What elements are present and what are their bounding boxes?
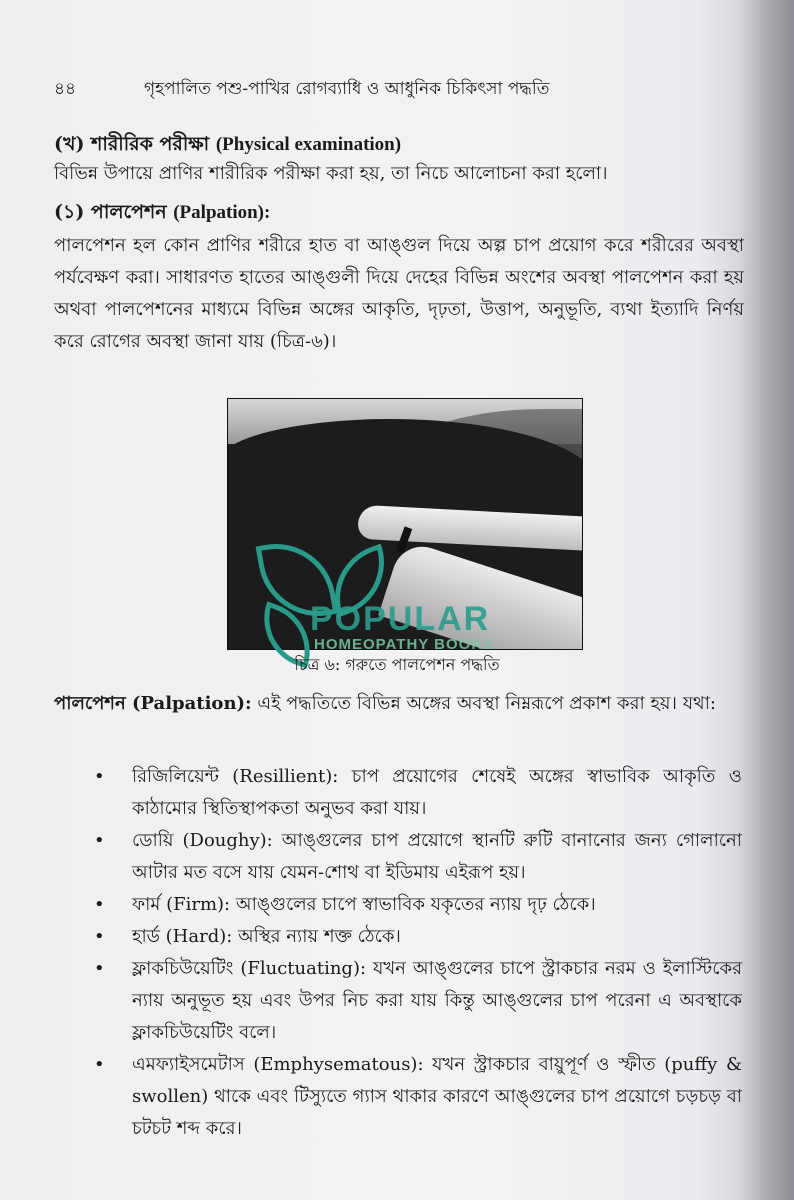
bullet-term: হার্ড (Hard): (132, 926, 233, 947)
subsection-heading-bn: (১) পালপেশন (54, 201, 167, 223)
bullet-text: অস্থির ন্যায় শক্ত ঠেকে। (232, 926, 401, 947)
section-heading-en: (Physical examination) (215, 134, 402, 155)
bullet-icon: • (94, 830, 105, 851)
bullet-text: যখন স্ট্রাকচার বায়ুপূর্ণ ও স্ফীত (puffy & swollen) থাকে এবং টিস্যুতে গ্যাস থাকার কারণে আঙ্গুলের চাপ প্রয়োগে চড়চড় বা চটচট শব্দ করে। (132, 1054, 742, 1139)
section-heading-bn: (খ) শারীরিক পরীক্ষা (54, 133, 210, 155)
bullet-term: ফ্লাকচিউয়েটিং (Fluctuating): (132, 958, 367, 979)
bullet-icon: • (94, 894, 105, 915)
palpation-paragraph: পালপেশন হল কোন প্রাণির শরীরে হাত বা আঙ্গুল দিয়ে অল্প চাপ প্রয়োগ করে শরীরের অবস্থা পর্যবেক্ষণ করা। সাধারণত হাতের আঙ্গুলী দিয়ে দেহের বিভিন্ন অংশের অবস্থা পালপেশন করা হয় অথবা পালপেশনের মাধ্যমে বিভিন্ন অঙ্গের আকৃতি, দৃঢ়তা, উত্তাপ, অনুভূতি, ব্যথা ইত্যাদি নির্ণয় করে রোগের অবস্থা জানা যায় (চিত্র-৬)। (54, 235, 744, 352)
figure-caption: চিত্র ৬: গরুতে পালপেশন পদ্ধতি (294, 655, 500, 674)
subsection-heading-en: (Palpation): (173, 202, 271, 223)
bullet-text: যখন আঙ্গুলের চাপে স্ট্রাকচার নরম ও ইলাস্টিকের ন্যায় অনুভূত হয় এবং উপর নিচ করা যায় কিন্তু আঙ্গুলের চাপ পরেনা এ অবস্থাকে ফ্লাকচিউয়েটিং বলে। (132, 958, 742, 1043)
bullet-text: আঙ্গুলের চাপ প্রয়োগে স্থানটি রুটি বানানোর জন্য গোলানো আটার মত বসে যায় যেমন-শোথ বা ইডিমায় এইরূপ হয়। (132, 830, 742, 883)
bullet-text: আঙ্গুলের চাপে স্বাভাবিক যকৃতের ন্যায় দৃঢ় ঠেকে। (230, 894, 596, 915)
palpation-intro-lead: পালপেশন (Palpation): (54, 693, 252, 714)
subsection-heading (54, 196, 744, 229)
bullet-icon: • (94, 766, 105, 787)
bullet-term: রিজিলিয়েন্ট (Resillient): (132, 766, 339, 787)
watermark-subtext: HOMEOPATHY BOOKS (314, 636, 495, 653)
section-heading (54, 128, 744, 161)
bullet-term: ডোয়ি (Doughy): (132, 830, 273, 851)
list-item (90, 921, 742, 953)
palpation-intro (54, 688, 744, 720)
bullet-text: চাপ প্রয়োগের শেষেই অঙ্গের স্বাভাবিক আকৃতি ও কাঠামোর স্থিতিস্থাপকতা অনুভব করা যায়। (132, 766, 742, 819)
list-item (90, 825, 742, 889)
running-title: গৃহপালিত পশু-পাখির রোগব্যাধি ও আধুনিক চিকিৎসা পদ্ধতি (144, 79, 550, 99)
palpation-intro-text: এই পদ্ধতিতে বিভিন্ন অঙ্গের অবস্থা নিম্নরূপে প্রকাশ করা হয়। যথা: (251, 693, 717, 714)
bullet-icon: • (94, 1054, 105, 1075)
bullet-term: ফার্ম (Firm): (132, 894, 231, 915)
page-number: ৪৪ (54, 79, 77, 99)
list-item (90, 1049, 742, 1145)
watermark-text: POPULAR (310, 600, 491, 638)
bullet-icon: • (94, 926, 105, 947)
bullet-term: এমফ্যাইসমেটাস (Emphysematous): (132, 1054, 424, 1075)
watermark-logo (262, 540, 582, 660)
bullet-icon: • (94, 958, 105, 979)
list-item (90, 889, 742, 921)
list-item (90, 953, 742, 1049)
list-item (90, 761, 742, 825)
section-intro: বিভিন্ন উপায়ে প্রাণির শারীরিক পরীক্ষা করা হয়, তা নিচে আলোচনা করা হলো। (54, 163, 608, 184)
palpation-types-list (90, 761, 742, 1145)
page-header (54, 76, 734, 106)
